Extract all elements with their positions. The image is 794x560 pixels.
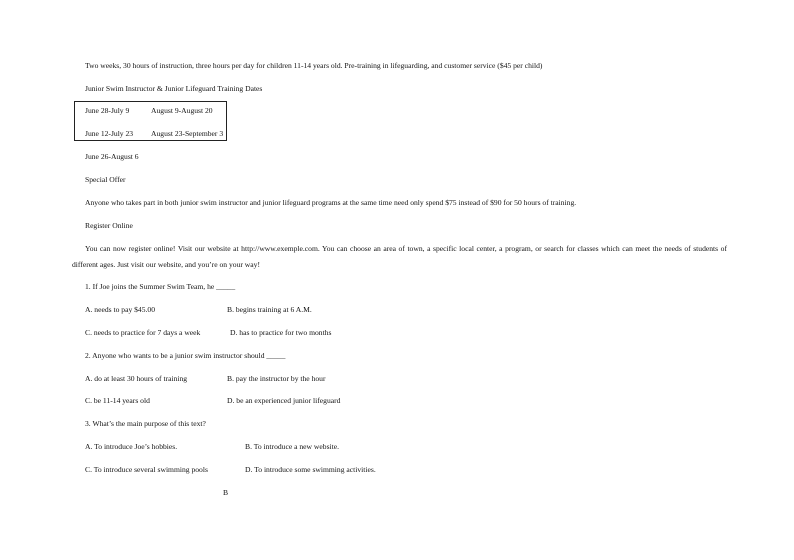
date-cell: August 9-August 20 <box>151 106 213 115</box>
training-dates-heading: Junior Swim Instructor & Junior Lifeguard Training Dates <box>85 84 263 93</box>
question-2-stem: 2. Anyone who wants to be a junior swim instructor should _____ <box>85 351 286 360</box>
intro-text: Two weeks, 30 hours of instruction, three hours per day for children 11-14 years old. Pre-training in lifeguarding, and customer service ($45 per child) <box>85 61 543 70</box>
question-3-option-c: C. To introduce several swimming pools <box>85 465 208 474</box>
question-3-stem: 3. What’s the main purpose of this text? <box>85 419 206 428</box>
date-cell: June 12-July 23 <box>85 129 134 138</box>
question-2-option-d: D. be an experienced junior lifeguard <box>227 396 341 405</box>
date-cell: August 23-September 3 <box>151 129 224 138</box>
question-2-option-a: A. do at least 30 hours of training <box>85 374 188 383</box>
question-1-stem: 1. If Joe joins the Summer Swim Team, he _____ <box>85 282 236 291</box>
section-label: B <box>223 488 229 497</box>
special-offer-text: Anyone who takes part in both junior swim instructor and junior lifeguard programs at the same time need only spend $75 instead of $90 for 50 hours of training. <box>85 198 577 207</box>
register-paragraph: You can now register online! Visit our website at http://www.exemple.com. You can choose an area of town, a specific local center, a program, or search for classes which can meet the needs of students of different ages. Just visit our website, and you’re on your way! <box>72 244 727 269</box>
question-3-option-b: B. To introduce a new website. <box>245 442 340 451</box>
date-cell: June 26-August 6 <box>85 152 139 161</box>
question-1-option-d: D. has to practice for two months <box>230 328 332 337</box>
question-3-option-a: A. To introduce Joe’s hobbies. <box>85 442 178 451</box>
question-2-option-b: B. pay the instructor by the hour <box>227 374 326 383</box>
date-cell: June 28-July 9 <box>85 106 130 115</box>
register-heading: Register Online <box>85 221 133 230</box>
question-3-option-d: D. To introduce some swimming activities. <box>245 465 376 474</box>
question-2-option-c: C. be 11-14 years old <box>85 396 150 405</box>
question-1-option-b: B. begins training at 6 A.M. <box>227 305 312 314</box>
special-offer-heading: Special Offer <box>85 175 126 184</box>
question-1-option-a: A. needs to pay $45.00 <box>85 305 156 314</box>
question-1-option-c: C. needs to practice for 7 days a week <box>85 328 201 337</box>
